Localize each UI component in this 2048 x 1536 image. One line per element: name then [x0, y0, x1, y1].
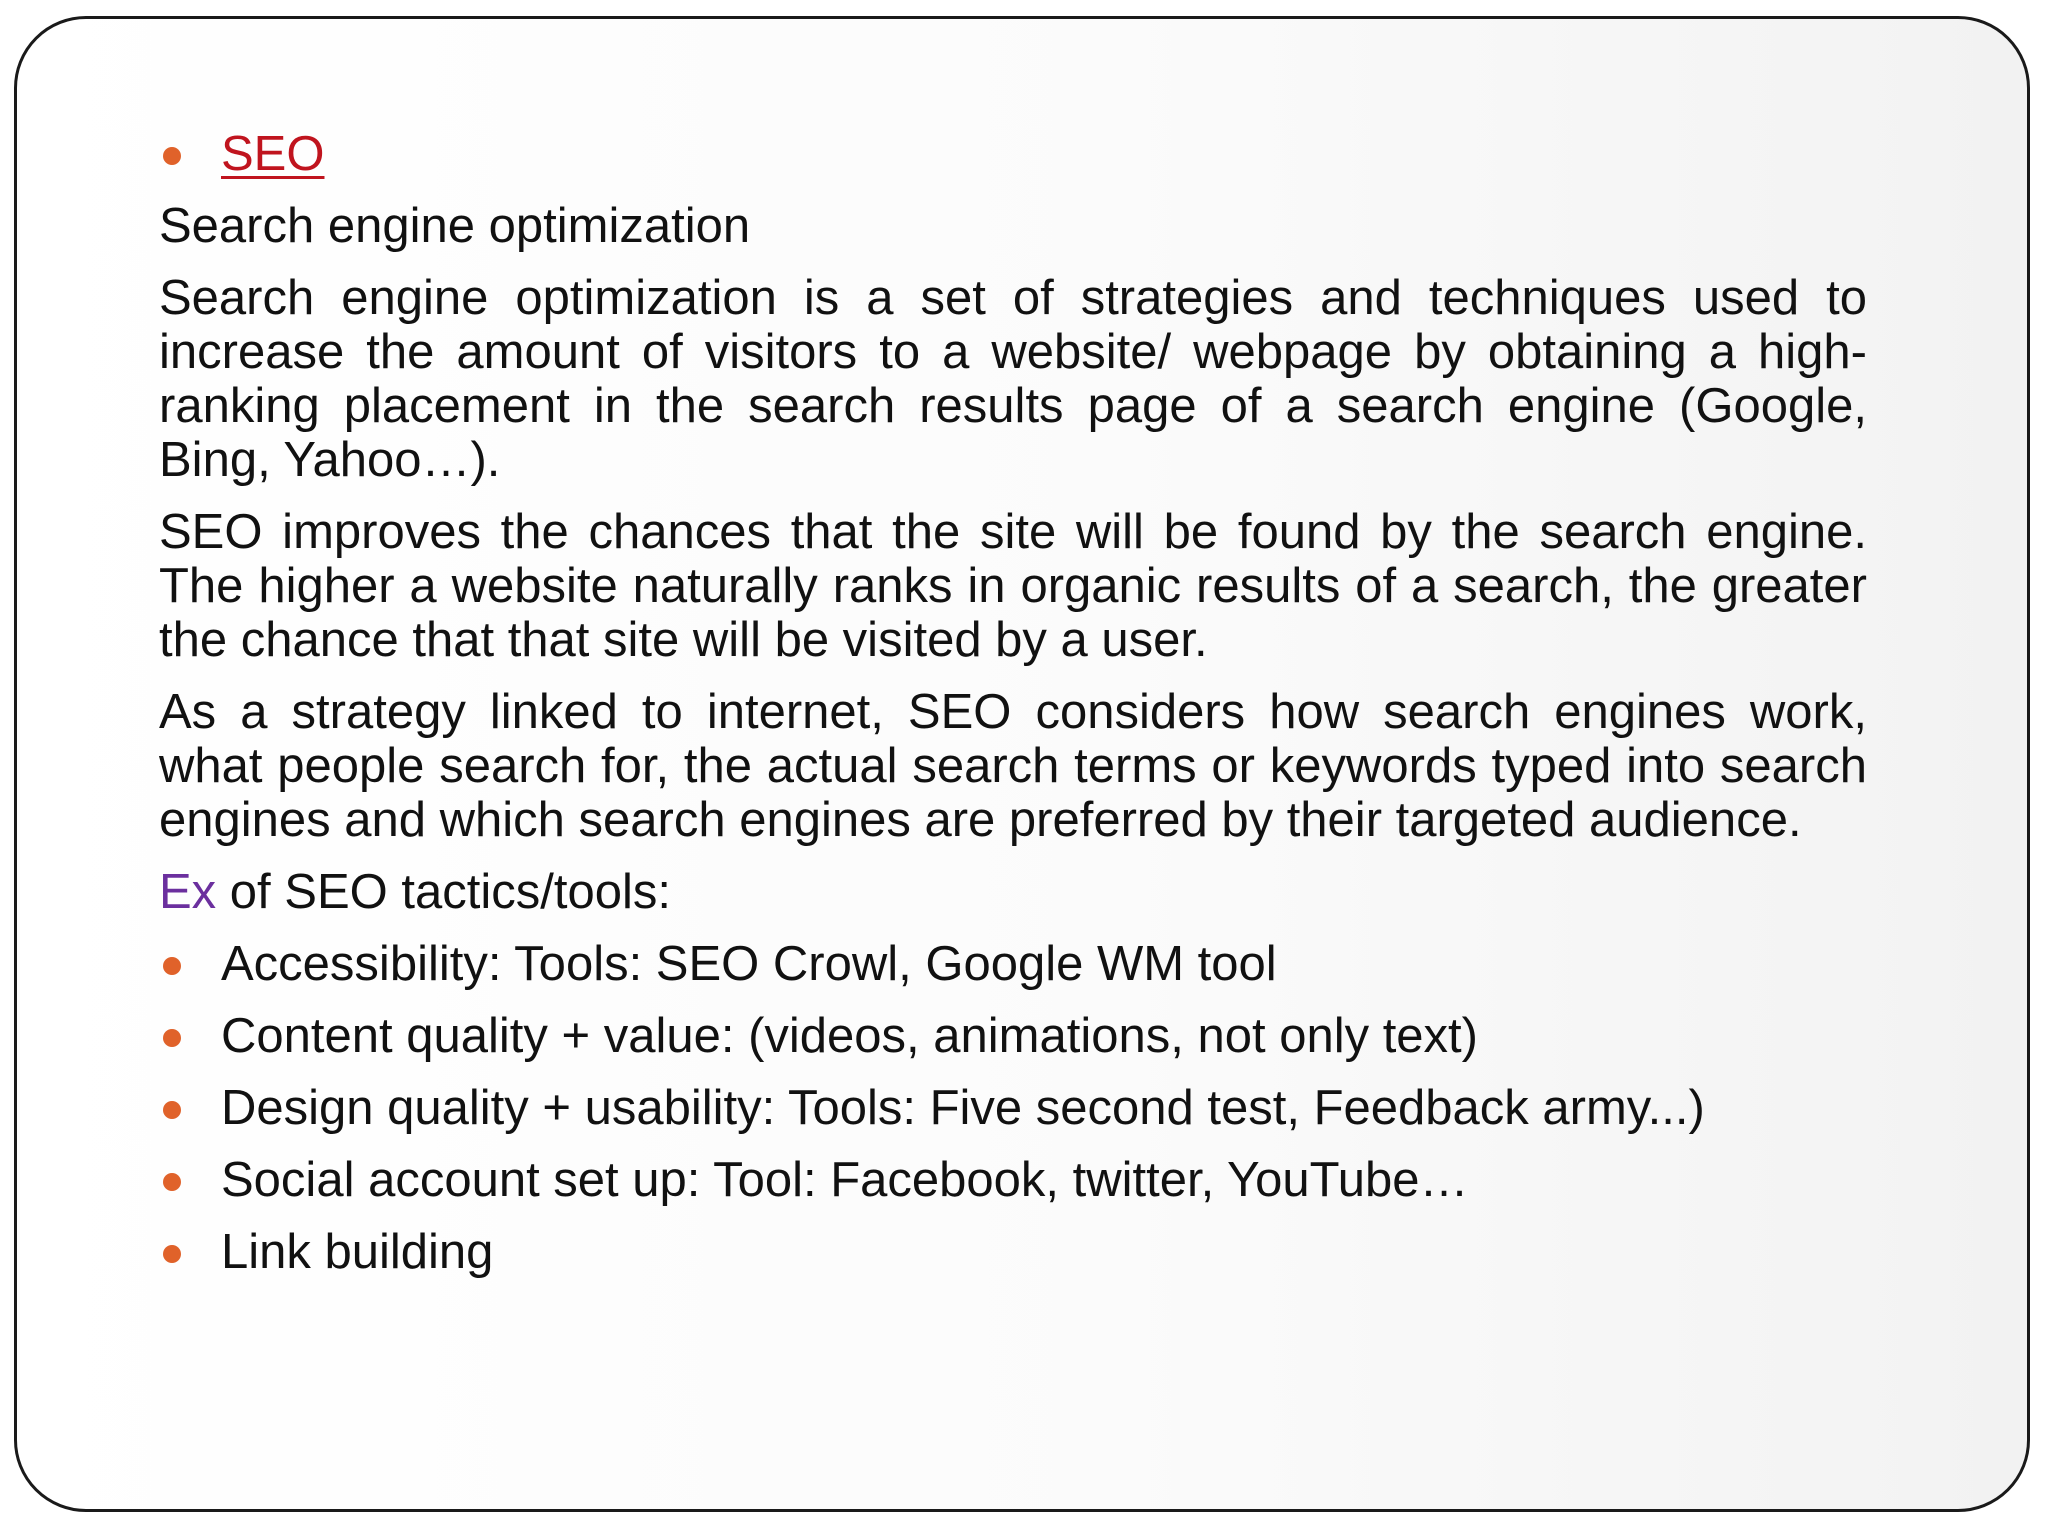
slide-content: [159, 127, 1867, 1297]
tactic-label: Accessibility: Tools: SEO Crowl, Google WM tool: [221, 937, 1277, 991]
list-item: [159, 1009, 1867, 1063]
examples-intro: [159, 865, 1867, 919]
tactics-list: [159, 937, 1867, 1279]
seo-heading-link[interactable]: SEO: [221, 127, 325, 181]
tactic-label: Social account set up: Tool: Facebook, twitter, YouTube…: [221, 1153, 1469, 1207]
heading-bullet: [159, 127, 1867, 181]
tactic-label: Content quality + value: (videos, animations, not only text): [221, 1009, 1478, 1063]
benefits-paragraph: SEO improves the chances that the site will be found by the search engine. The higher a website naturally ranks in organic results of a search, the greater the chance that that site will be visited by a user.: [159, 505, 1867, 667]
strategy-paragraph: As a strategy linked to internet, SEO considers how search engines work, what people search for, the actual search terms or keywords typed into search engines and which search engines are preferred by their targeted audience.: [159, 685, 1867, 847]
bullet-dot-icon: [163, 957, 181, 975]
list-item: [159, 1225, 1867, 1279]
bullet-dot-icon: [163, 1029, 181, 1047]
bullet-dot-icon: [163, 1173, 181, 1191]
slide-subtitle: Search engine optimization: [159, 199, 751, 253]
bullet-dot-icon: [163, 1245, 181, 1263]
list-item: [159, 1153, 1867, 1207]
tactic-label: Link building: [221, 1225, 494, 1279]
examples-intro-text: of SEO tactics/tools:: [216, 865, 671, 919]
bullet-dot-icon: [163, 147, 181, 165]
bullet-dot-icon: [163, 1101, 181, 1119]
examples-highlight: Ex: [159, 865, 217, 919]
definition-paragraph: Search engine optimization is a set of strategies and techniques used to increase the amount of visitors to a website/ webpage by obtaining a high-ranking placement in the search results page of a search engine (Google, Bing, Yahoo…).: [159, 271, 1867, 487]
list-item: [159, 1081, 1867, 1135]
tactic-label: Design quality + usability: Tools: Five second test, Feedback army...): [221, 1081, 1705, 1135]
list-item: [159, 937, 1867, 991]
slide-frame: [14, 16, 2030, 1512]
